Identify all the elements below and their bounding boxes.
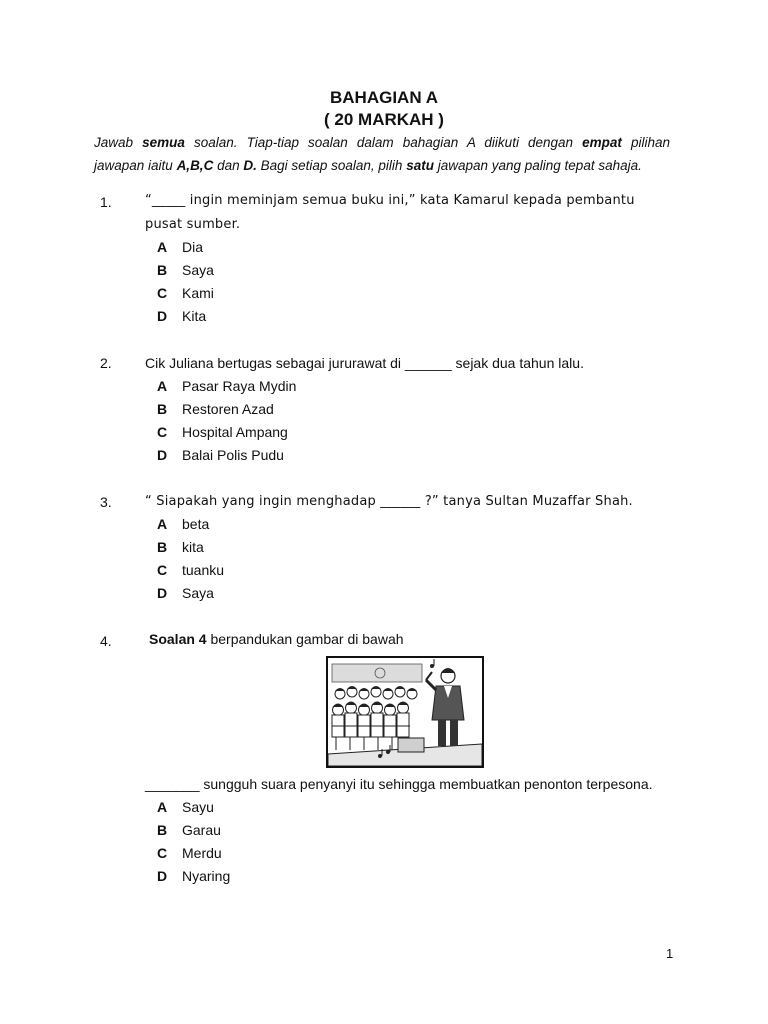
instr-bold: D. — [243, 158, 257, 173]
instructions-line-2 — [94, 154, 670, 177]
option-text: Saya — [182, 585, 214, 601]
instr-bold: semua — [142, 135, 185, 150]
question-1-option-a[interactable] — [157, 239, 203, 255]
instructions — [94, 131, 670, 177]
question-2-option-a[interactable] — [157, 378, 296, 394]
question-1-text: “_____ ingin meminjam semua buku ini,” kata Kamarul kepada pembantu pusat sumber. — [145, 193, 635, 232]
option-letter: B — [157, 262, 168, 278]
section-marks: ( 20 MARKAH ) — [324, 110, 444, 129]
question-2-option-b[interactable] — [157, 401, 274, 417]
instr-text: jawapan iaitu — [94, 158, 177, 173]
option-letter: D — [157, 585, 168, 601]
question-3-option-b[interactable] — [157, 539, 204, 555]
option-letter: A — [157, 799, 168, 815]
option-text: beta — [182, 516, 210, 532]
option-text: Nyaring — [182, 868, 231, 884]
option-text: Kita — [182, 308, 207, 324]
question-4-option-d[interactable] — [157, 868, 230, 884]
section-title: BAHAGIAN A — [330, 88, 438, 107]
singer-audience-illustration — [326, 656, 484, 768]
instr-text: soalan. Tiap-tiap soalan dalam bahagian A diikuti dengan — [184, 135, 583, 150]
instr-text: Bagi setiap soalan, pilih — [256, 158, 407, 173]
option-text: Kami — [182, 285, 214, 301]
option-letter: C — [157, 562, 168, 578]
option-letter: C — [157, 285, 168, 301]
question-4-option-c[interactable] — [157, 845, 222, 861]
question-1-option-b[interactable] — [157, 262, 214, 278]
illustration-drawing — [328, 658, 482, 766]
option-text: Balai Polis Pudu — [182, 447, 284, 463]
intro-rest: berpandukan gambar di bawah — [206, 631, 404, 647]
intro-bold: Soalan 4 — [149, 631, 207, 647]
instr-bold: empat — [582, 135, 622, 150]
instr-text: jawapan yang paling tepat sahaja. — [433, 158, 642, 173]
option-letter: C — [157, 424, 168, 440]
question-4-number: 4. — [100, 633, 112, 649]
option-letter: D — [157, 308, 168, 324]
option-text: Saya — [182, 262, 214, 278]
option-letter: A — [157, 378, 168, 394]
instr-text: Jawab — [94, 135, 143, 150]
option-letter: A — [157, 516, 168, 532]
question-2-option-c[interactable] — [157, 424, 288, 440]
question-3-text: “ Siapakah yang ingin menghadap ______ ?” tanya Sultan Muzaffar Shah. — [145, 494, 633, 509]
option-letter: A — [157, 239, 168, 255]
option-text: Merdu — [182, 845, 222, 861]
question-1-option-d[interactable] — [157, 308, 206, 324]
option-letter: B — [157, 539, 168, 555]
question-4-intro — [149, 627, 674, 651]
option-text: kita — [182, 539, 204, 555]
option-text: Sayu — [182, 799, 214, 815]
option-letter: D — [157, 868, 168, 884]
option-letter: C — [157, 845, 168, 861]
question-1-number: 1. — [100, 194, 112, 210]
question-3-option-d[interactable] — [157, 585, 214, 601]
option-text: Garau — [182, 822, 221, 838]
question-3-option-a[interactable] — [157, 516, 209, 532]
option-letter: B — [157, 822, 168, 838]
option-text: Dia — [182, 239, 204, 255]
question-4-option-a[interactable] — [157, 799, 214, 815]
instr-text: dan — [213, 158, 244, 173]
option-letter: D — [157, 447, 168, 463]
option-text: tuanku — [182, 562, 225, 578]
question-4-text: _______ sungguh suara penyanyi itu sehingga membuatkan penonton terpesona. — [145, 776, 653, 792]
option-letter: B — [157, 401, 168, 417]
question-3-option-c[interactable] — [157, 562, 224, 578]
instr-bold: satu — [406, 158, 434, 173]
instr-bold: A,B,C — [176, 158, 214, 173]
instr-text: pilihan — [621, 135, 671, 150]
question-2-option-d[interactable] — [157, 447, 284, 463]
option-text: Pasar Raya Mydin — [182, 378, 297, 394]
question-4-option-b[interactable] — [157, 822, 221, 838]
question-2-number: 2. — [100, 355, 112, 371]
question-3-number: 3. — [100, 494, 112, 510]
instructions-line-1 — [94, 131, 670, 154]
page-number: 1 — [666, 946, 674, 961]
question-1-option-c[interactable] — [157, 285, 214, 301]
question-2-text: Cik Juliana bertugas sebagai jururawat di ______ sejak dua tahun lalu. — [145, 355, 584, 371]
option-text: Hospital Ampang — [182, 424, 288, 440]
option-text: Restoren Azad — [182, 401, 274, 417]
